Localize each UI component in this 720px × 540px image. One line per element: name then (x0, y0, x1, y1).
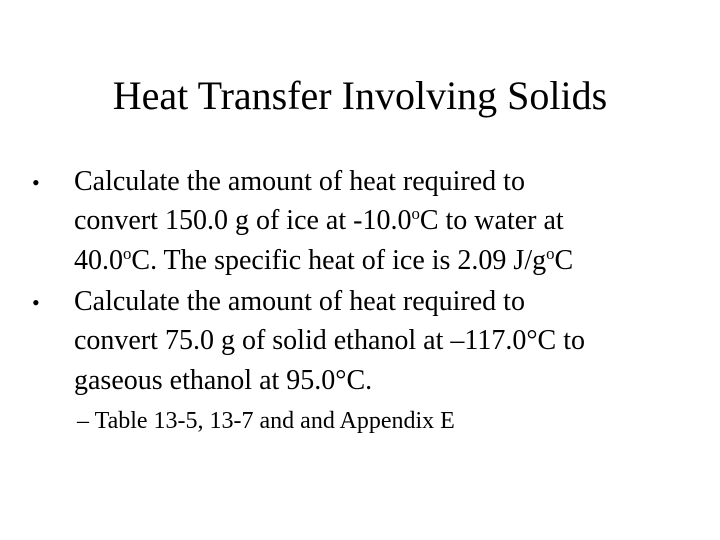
bullet-1-line-1: Calculate the amount of heat required to (74, 166, 525, 197)
bullet-marker: • (32, 290, 40, 315)
bullet-1-line-3: 40.0$^o$C. The specific heat of ice is 2.09 $J/g^oC$ (74, 243, 574, 276)
slide-title: Heat Transfer Involving Solids (112, 73, 608, 118)
bullet-2-line-2: convert 75.0 g of solid ethanol at –117.0°C to (74, 325, 585, 356)
sub-bullet-text: Table 13-5, 13-7 and and Appendix E (94, 408, 455, 434)
bullet-2-line-3: gaseous ethanol at 95.0°C. (74, 365, 373, 396)
bullet-1-line-2: convert 150.0 g of ice at -10.0$^o$C to water at (74, 203, 564, 236)
sub-bullet-marker: – (77, 408, 89, 434)
bullet-2-line-1: Calculate the amount of heat required to (74, 286, 525, 317)
bullet-marker: • (32, 170, 40, 195)
sub-bullet (77, 405, 455, 437)
